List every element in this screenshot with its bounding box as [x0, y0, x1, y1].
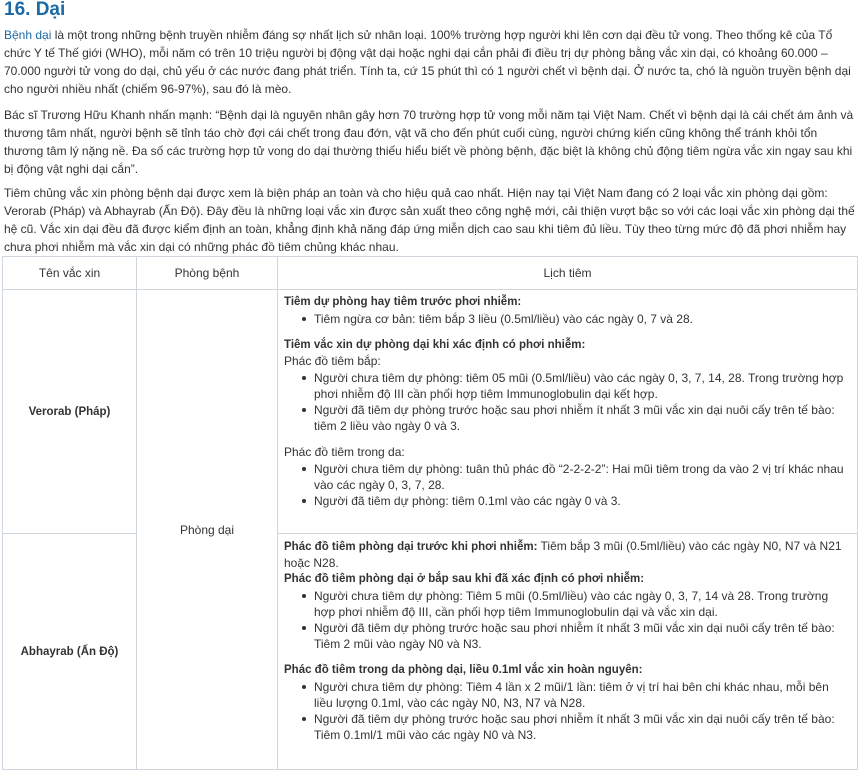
verorab-id-protocol-list [284, 461, 849, 509]
section-heading: 16. Dại [4, 0, 66, 20]
list-item: Tiêm ngừa cơ bản: tiêm bắp 3 liều (0.5ml/liều) vào các ngày 0, 7 và 28. [314, 311, 849, 327]
list-item: Người đã tiêm dự phòng trước hoặc sau phơi nhiễm ít nhất 3 mũi vắc xin dại nuôi cấy trên tế bào: tiêm 2 liều vào ngày 0 và 3. [314, 402, 849, 434]
abhayrab-id-protocol-heading: Phác đồ tiêm trong da phòng dại, liều 0.1ml vắc xin hoàn nguyên: [284, 664, 643, 676]
intro-paragraph [4, 26, 856, 98]
verorab-pre-exposure-list [284, 311, 849, 327]
abhayrab-pre-exposure-heading: Phác đồ tiêm phòng dại trước khi phơi nhiễm: [284, 541, 538, 553]
vaccine-name-verorab: Verorab (Pháp) [3, 290, 137, 534]
column-header-schedule: Lịch tiêm [278, 257, 858, 290]
abhayrab-pre-exposure [284, 538, 849, 571]
list-item: Người chưa tiêm dự phòng: Tiêm 5 mũi (0.5ml/liều) vào các ngày 0, 3, 7, 14 và 28. Trong trường hợp phơi nhiễm độ III, cần phối hợp tiêm Immunoglobulin dại và vắc xin dại. [314, 588, 849, 620]
abhayrab-post-exposure-heading: Phác đồ tiêm phòng dại ở bắp sau khi đã xác định có phơi nhiễm: [284, 573, 645, 585]
prevention-cell: Phòng dại [137, 290, 278, 770]
abhayrab-post-exposure-list [284, 588, 849, 652]
table-row [3, 534, 858, 770]
intro-paragraph-text: là một trong những bệnh truyền nhiễm đáng sợ nhất lịch sử nhân loại. 100% trường hợp người khi lên cơn dại đều tử vong. Theo thống kê của Tổ chức Y tế Thế giới (WHO), mỗi năm có trên 10 triệu người bị động vật dại hoặc nghi dại cắn phải đi điều trị dự phòng bằng vắc xin dại, có khoảng 60.000 – 70.000 người tử vong do dại, chủ yếu ở các nước đang phát triển. Tính ta, cứ 15 phút thì có 1 người chết vì bệnh dại. Ở nước ta, chó là nguồn truyền bệnh dại cho người nhiều nhất (chiếm 96-97%), sau đó là mèo. [4, 28, 851, 96]
vaccine-schedule-table [2, 256, 858, 770]
list-item: Người chưa tiêm dự phòng: tiêm 05 mũi (0.5ml/liều) vào các ngày 0, 3, 7, 14, 28. Trong trường hợp phơi nhiễm độ III cần phối hợp tiêm Immunoglobulin dại kết hợp. [314, 370, 849, 402]
abhayrab-schedule [278, 534, 858, 770]
list-item: Người đã tiêm dự phòng: tiêm 0.1ml vào các ngày 0 và 3. [314, 493, 849, 509]
verorab-id-protocol-label: Phác đồ tiêm trong da: [284, 445, 405, 459]
rabies-link[interactable]: Bệnh dại [4, 28, 52, 42]
verorab-pre-exposure-heading: Tiêm dự phòng hay tiêm trước phơi nhiễm: [284, 296, 522, 308]
vaccine-name-abhayrab: Abhayrab (Ấn Độ) [3, 534, 137, 770]
verorab-im-protocol-label: Phác đồ tiêm bắp: [284, 354, 381, 368]
column-header-vaccine: Tên vắc xin [3, 257, 137, 290]
list-item: Người đã tiêm dự phòng trước hoặc sau phơi nhiễm ít nhất 3 mũi vắc xin dại nuôi cấy trên tế bào: Tiêm 2 mũi vào ngày N0 và N3. [314, 620, 849, 652]
doctor-quote-paragraph: Bác sĩ Trương Hữu Khanh nhấn mạnh: “Bệnh dại là nguyên nhân gây hơn 70 trường hợp tử vong mỗi năm tại Việt Nam. Chết vì bệnh dại là cái chết ám ảnh và thương tâm nhất, người bệnh sẽ tỉnh táo chờ đợi cái chết trong đau đớn, vật vã cho đến phút cuối cùng, người chứng kiến cũng không thể tránh khỏi tổn thương tâm lý nặng nề. Đa số các trường hợp tử vong do dại thường thiếu hiểu biết về phòng bệnh, đặc biệt là không chủ động tiêm ngừa vắc xin ngay sau khi bị động vật nghi dại cắn”. [4, 108, 854, 176]
verorab-im-protocol-list [284, 370, 849, 434]
list-item: Người đã tiêm dự phòng trước hoặc sau phơi nhiễm ít nhất 3 mũi vắc xin dại nuôi cấy trên tế bào: Tiêm 0.1ml/1 mũi vào các ngày N0 và N3. [314, 711, 849, 743]
vaccine-intro-paragraph: Tiêm chủng vắc xin phòng bệnh dại được xem là biện pháp an toàn và cho hiệu quả cao nhất. Hiện nay tại Việt Nam đang có 2 loại vắc xin phòng dại gồm: Verorab (Pháp) và Abhayrab (Ấn Độ). Đây đều là những loại vắc xin được sản xuất theo công nghệ mới, cải thiện vượt bậc so với các loại vắc xin phòng dại thế hệ cũ. Vắc xin dại đều đã được kiểm định an toàn, khẳng định khả năng đáp ứng miễn dịch cao sau khi tiêm đủ liều. Tùy theo từng mức độ đã phơi nhiễm hay chưa phơi nhiễm mà vắc xin dại có những phác đồ tiêm chủng khác nhau. [4, 186, 855, 254]
abhayrab-pre-exposure-text: Tiêm bắp 3 mũi (0.5ml/liều) vào các ngày N0, N7 và N21 hoặc N28. [284, 539, 842, 570]
table-row [3, 290, 858, 534]
verorab-schedule [278, 290, 858, 534]
verorab-post-exposure-heading: Tiêm vắc xin dự phòng dại khi xác định có phơi nhiễm: [284, 339, 586, 351]
table-header-row [3, 257, 858, 290]
list-item: Người chưa tiêm dự phòng: Tiêm 4 lần x 2 mũi/1 lần: tiêm ở vị trí hai bên chi khác nhau, mỗi bên liều lượng 0.1ml, vào các ngày N0, N3, N7 và N28. [314, 679, 849, 711]
list-item: Người chưa tiêm dự phòng: tuân thủ phác đồ “2-2-2-2”: Hai mũi tiêm trong da vào 2 vị trí khác nhau vào các ngày 0, 3, 7, 28. [314, 461, 849, 493]
abhayrab-id-protocol-list [284, 679, 849, 743]
column-header-prevention: Phòng bệnh [137, 257, 278, 290]
